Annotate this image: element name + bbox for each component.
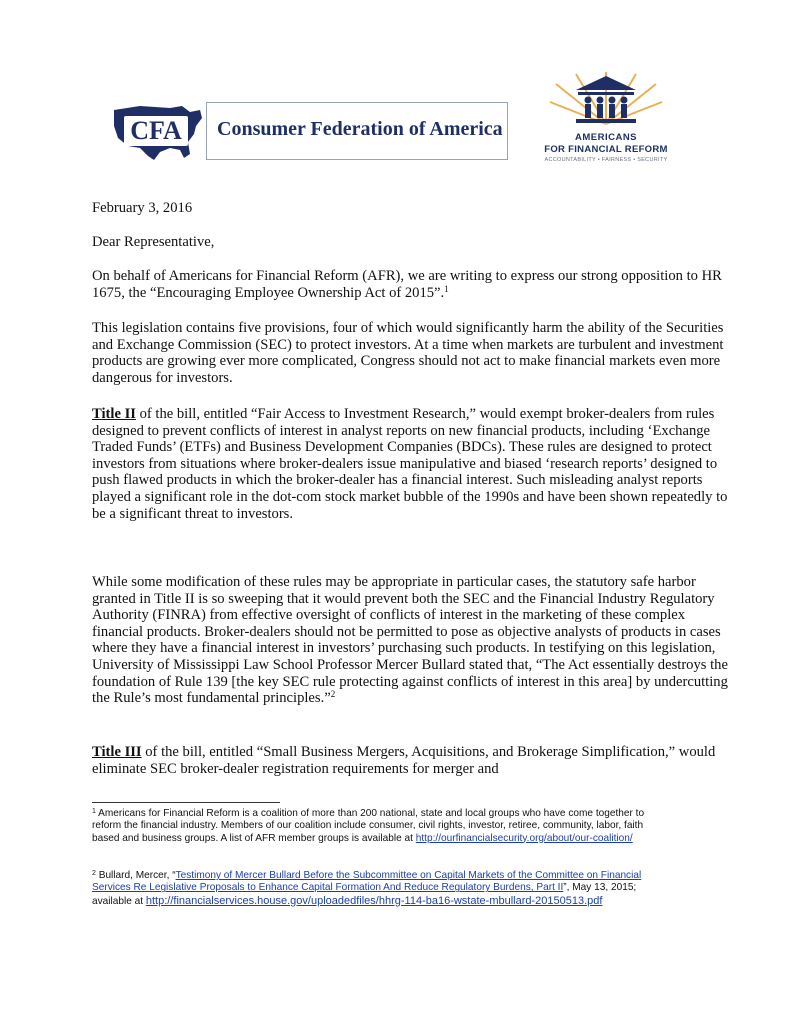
footnote-1-text: Americans for Financial Reform is a coalition of more than 200 national, state and local groups who have come together to reform the financial industry. Members of our coalition include consumer, civil rights, investor, retiree, community, labor, faith based and business groups. A list of AFR member groups is available at: [92, 808, 645, 844]
footnote-2-number: 2: [92, 870, 96, 877]
footnote-2: [92, 870, 672, 908]
title-ii-heading: Title II: [92, 406, 136, 422]
cfa-name: Consumer Federation of America: [217, 118, 503, 140]
footnote-2-suffix: ”, May 13, 2015; available at: [92, 882, 637, 907]
paragraph-1: [92, 268, 732, 301]
paragraph-3: [92, 406, 732, 522]
afr-building-icon: [546, 72, 666, 130]
paragraph-2: [92, 320, 732, 386]
paragraph-3-text: of the bill, entitled “Fair Access to Investment Research,” would exempt broker-dealers from rules designed to prevent conflicts of interest in analyst reports on new financial products, including ‘Exchange Traded Funds’ (ETFs) and Business Development Companies (BDCs). These rules are designed to protect investors from situations where broker-dealers issue manipulative and biased ‘research reports’ designed to push flawed products in which the broker-dealer has a financial interest. Such misleading analyst reports played a significant role in the dot-com stock market bubble of the 1990s and have been shown repeatedly to be a significant threat to investors.: [92, 406, 728, 522]
afr-logo: [530, 72, 690, 172]
footnote-ref-2: 2: [330, 689, 336, 700]
cfa-logo: [110, 100, 510, 164]
paragraph-2-text: This legislation contains five provisions, four of which would significantly harm the ability of the Securities and Exchange Commission (SEC) to protect investors. At a time when markets are turbulent and investment products are growing ever more complicated, Congress should not act to make financial markets even more dangerous for investors.: [92, 320, 724, 386]
afr-name-line1: AMERICANS: [574, 132, 638, 143]
footnote-1-number: 1: [92, 808, 96, 815]
footnote-1-link[interactable]: http://ourfinancialsecurity.org/about/our-coalition/: [415, 832, 633, 844]
afr-name-line2: FOR FINANCIAL REFORM: [544, 144, 668, 155]
title-iii-heading: Title III: [92, 744, 142, 760]
afr-tagline: ACCOUNTABILITY • FAIRNESS • SECURITY: [544, 157, 668, 163]
cfa-name-box: [206, 102, 508, 160]
footnote-ref-1: 1: [444, 283, 449, 294]
paragraph-5: [92, 744, 732, 777]
paragraph-1-text: On behalf of Americans for Financial Reform (AFR), we are writing to express our strong opposition to HR 1675, the “Encouraging Employee Ownership Act of 2015”.: [92, 268, 722, 301]
salutation: Dear Representative,: [92, 234, 215, 250]
footnote-2-title-link[interactable]: Testimony of Mercer Bullard Before the Subcommittee on Capital Markets of the Committee on Financial Services Re Legislative Proposals to Enhance Capital Formation And Reduce Regulatory Burdens, Part II: [92, 870, 642, 894]
letter-date: February 3, 2016: [92, 200, 193, 216]
footnote-1: [92, 808, 672, 845]
paragraph-5-text: of the bill, entitled “Small Business Mergers, Acquisitions, and Brokerage Simplification,” would eliminate SEC broker-dealer registration requirements for merger and: [92, 744, 716, 777]
paragraph-4-text: While some modification of these rules may be appropriate in particular cases, the statutory safe harbor granted in Title II is so sweeping that it would prevent both the SEC and the Financial Industry Regulatory Authority (FINRA) from effective oversight of conflicts of interest in the marketing of these complex financial products. Broker-dealers should not be permitted to pose as objective analysts of products in cases where they have a financial interest in investors’ purchasing such products. In testifying on this legislation, University of Mississippi Law School Professor Mercer Bullard stated that, “The Act essentially destroys the foundation of Rule 139 [the key SEC rule protecting against conflicts of interest in this area] by undercutting the Rule’s most fundamental principles.”: [92, 574, 728, 707]
cfa-initials: CFA: [130, 116, 182, 145]
footnote-2-prefix: Bullard, Mercer, “: [95, 870, 176, 881]
us-map-icon: [110, 100, 204, 164]
paragraph-4: [92, 574, 732, 707]
footnote-2-url-link[interactable]: http://financialservices.house.gov/uploadedfiles/hhrg-114-ba16-wstate-mbullard-20150513.pdf: [145, 894, 603, 907]
footnote-divider: [92, 802, 280, 803]
